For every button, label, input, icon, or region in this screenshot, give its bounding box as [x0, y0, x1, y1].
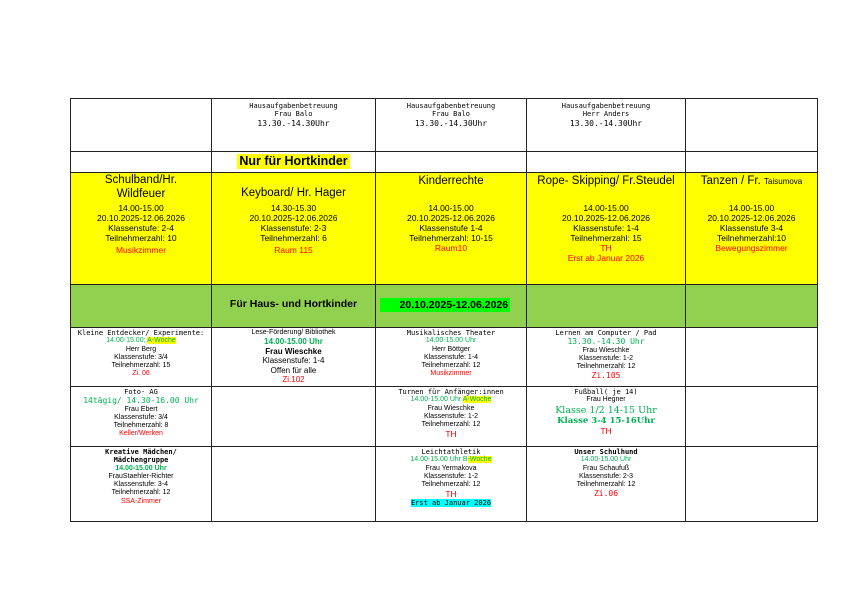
activity-time-line: 14.00-15.00; A-Woche [106, 337, 176, 345]
activities-row-1 [71, 328, 818, 387]
week-badge: -Woche [467, 456, 492, 464]
activity-cell [376, 173, 527, 285]
activity-room: Raum10 [434, 242, 468, 253]
activity-participants: Teilnehmerzahl: 12 [421, 481, 481, 488]
homework-row [71, 99, 818, 152]
activity-participants: Teilnehmerzahl: 10-15 [409, 232, 493, 243]
empty-cell [212, 447, 376, 522]
activity-participants: Teilnehmerzahl: 12 [421, 421, 481, 428]
activity-dates: 20.10.2025-12.06.2026 [249, 212, 338, 223]
activity-room: SSA-Zimmer [120, 497, 162, 505]
activity-title: Tanzen / Fr. Taisumova [700, 175, 803, 187]
activity-time: 14.00-15.00 Uhr [115, 464, 167, 472]
both-dates: 20.10.2025-12.06.2026 [380, 298, 510, 312]
activity-person: Frau Hegner [586, 396, 626, 404]
activity-title: Unser Schulhund [574, 448, 638, 456]
homework-time: 13.30.-14.30Uhr [569, 118, 643, 128]
activity-time: 14.00-15.00 [118, 203, 164, 214]
activity-room: TH [445, 489, 457, 500]
activity-note: Erst ab Januar 2026 [410, 499, 492, 508]
activity-cell [376, 328, 527, 387]
activity-grade: Klassenstufe: 2-3 [260, 222, 327, 233]
empty-cell [376, 152, 527, 173]
activity-cell [527, 447, 686, 522]
activity-title: Lernen am Computer / Pad [555, 329, 657, 337]
activity-person: FrauStaehler-Richter [108, 472, 174, 480]
activity-grade: Klassenstufe 3-4 [719, 222, 784, 233]
activity-time: 14.00-15.00 Uhr [580, 456, 632, 464]
both-dates-cell [376, 285, 527, 328]
activity-cell [71, 328, 212, 387]
empty-cell [527, 285, 686, 328]
activity-participants: Teilnehmerzahl: 12 [421, 362, 481, 369]
hort-label-cell [212, 152, 376, 173]
activity-time: 14tägig/ 14.30-16.00 Uhr [83, 396, 199, 406]
activity-title: Musikalisches Theater [406, 329, 496, 337]
activity-title: Kreative Mädchen/ [105, 448, 177, 456]
homework-person: Herr Anders [582, 110, 630, 119]
activity-person: Frau Ebert [124, 405, 158, 413]
activity-title: Kinderrechte [418, 175, 484, 187]
homework-time: 13.30.-14.30Uhr [257, 118, 330, 128]
activity-title: Fußball( je 14) [574, 388, 638, 396]
activity-person: Frau Wieschke [582, 346, 630, 354]
activity-cell [376, 447, 527, 522]
homework-cell [376, 99, 527, 152]
activity-participants: Teilnehmerzahl: 10 [105, 233, 177, 244]
activity-person: Herr Böttger [431, 345, 471, 353]
activity-participants: Teilnehmerzahl: 6 [260, 232, 327, 243]
activity-grade: Klassenstufe: 3/4 [114, 413, 168, 421]
activity-title: Turnen für Anfänger:innen [398, 388, 504, 396]
activity-room: Raum 115 [274, 244, 313, 255]
empty-cell [686, 387, 818, 447]
activity-participants: Teilnehmerzahl: 15 [570, 232, 642, 243]
activity-grade: Klassenstufe: 1-2 [423, 412, 479, 420]
empty-cell [686, 99, 818, 152]
activity-person: Herr Berg [125, 345, 157, 353]
activity-grade: Klassenstufe: 1-4 [262, 356, 325, 366]
activity-title: Schulband/Hr. [104, 174, 178, 186]
activity-participants: Teilnehmerzahl: 12 [576, 363, 636, 371]
activity-room: TH [445, 429, 457, 440]
activity-title: Wildfeuer [116, 187, 166, 200]
activity-title: Rope- Skipping/ Fr.Steudel [537, 175, 675, 187]
activity-title-name: Taisumova [764, 177, 803, 186]
activity-title: Keyboard/ Hr. Hager [241, 187, 346, 199]
empty-cell [71, 285, 212, 328]
activity-room: Bewegungszimmer [715, 242, 788, 253]
activity-dates: 20.10.2025-12.06.2026 [707, 212, 796, 223]
homework-time: 13.30.-14.30Uhr [414, 118, 488, 128]
activity-room: Zi. 06 [132, 370, 150, 378]
homework-cell [212, 99, 376, 152]
activity-person: Frau Wieschke [265, 346, 322, 356]
both-label-cell [212, 285, 376, 328]
activity-participants: Teilnehmerzahl: 15 [111, 362, 171, 369]
activity-title: Kleine Entdecker/ Experimente: [77, 329, 205, 337]
hort-only-label: Nur für Hortkinder [239, 154, 348, 168]
week-badge: A-Woche [147, 337, 176, 345]
activity-room: Musikzimmer [430, 370, 472, 378]
activity-cell [527, 328, 686, 387]
activity-schedule-line-2: Klasse 3-4 15-16Uhr [557, 415, 655, 426]
hort-activities-row [71, 173, 818, 285]
activity-cell [527, 173, 686, 285]
activity-participants: Teilnehmerzahl: 12 [576, 481, 636, 488]
empty-cell [71, 99, 212, 152]
homework-person: Frau Balo [274, 110, 313, 119]
empty-cell [212, 387, 376, 447]
activity-room: TH [600, 425, 612, 436]
both-label-row [71, 285, 818, 328]
empty-cell [686, 447, 818, 522]
activity-time: 14.00-15.00 [728, 202, 775, 213]
activity-note: Erst ab Januar 2026 [567, 252, 645, 263]
activity-person: Frau Schaufuß [582, 464, 630, 472]
activity-grade: Klassenstufe: 2-3 [578, 472, 634, 480]
homework-cell [527, 99, 686, 152]
empty-cell [686, 152, 818, 173]
activity-grade: Klassenstufe: 3/4 [114, 353, 168, 361]
activities-row-2 [71, 387, 818, 447]
activity-dates: 20.10.2025-12.06.2026 [407, 212, 495, 223]
activity-time: 14.00-15.00 Uhr [425, 337, 477, 345]
activity-grade: Klassenstufe: 1-2 [423, 472, 479, 480]
activity-grade: Klassenstufe: 1-2 [578, 354, 634, 362]
empty-cell [71, 152, 212, 173]
activity-room: Zi.06 [593, 489, 619, 499]
activity-time: 14.00-15.00 [583, 202, 629, 213]
activity-dates: 20.10.2025-12.06.2026 [97, 213, 185, 224]
activity-cell [71, 387, 212, 447]
activity-time-line: 14.00-15.00 Uhr B-Woche [410, 456, 492, 464]
activity-cell [71, 447, 212, 522]
activity-room: Zi.105 [591, 371, 621, 381]
activity-cell [376, 387, 527, 447]
homework-title: Hausaufgabenbetreuung [406, 102, 496, 110]
timetable [70, 98, 818, 522]
activity-cell [212, 173, 376, 285]
empty-cell [686, 285, 818, 328]
activity-grade: Klassenstufe: 2-4 [108, 223, 174, 234]
activity-time: 14.30-15.30 [270, 202, 317, 213]
activity-time: 14.00-15.00 Uhr [264, 337, 323, 347]
activity-grade: Klassenstufe: 1-4 [573, 222, 639, 233]
activity-room: Musikzimmer [115, 245, 167, 256]
hort-label-row [71, 152, 818, 173]
activities-row-3 [71, 447, 818, 522]
activity-dates: 20.10.2025-12.06.2026 [562, 212, 650, 223]
week-badge: A-Woche [462, 396, 492, 404]
both-label: Für Haus- und Hortkinder [229, 298, 358, 310]
activity-schedule-line-1: Klasse 1/2 14-15 Uhr [555, 404, 657, 416]
activity-person: Frau Wieschke [427, 404, 475, 412]
activity-title: Foto- AG [124, 388, 158, 396]
activity-grade: Klassenstufe 1-4 [419, 222, 483, 233]
activity-cell [71, 173, 212, 285]
activity-extra: Offen für alle [270, 365, 317, 375]
activity-cell [212, 328, 376, 387]
homework-person: Frau Balo [432, 110, 470, 119]
activity-grade: Klassenstufe: 3-4 [113, 481, 169, 488]
homework-title: Hausaufgabenbetreuung [561, 102, 651, 110]
activity-room: Zi.102 [282, 375, 305, 384]
activity-time-line: 14.00-15.00 Uhr A-Woche [410, 396, 492, 404]
empty-cell [686, 328, 818, 387]
activity-title: Leichtathletik [421, 448, 481, 456]
activity-person: Frau Yermakova [425, 464, 477, 472]
activity-cell [527, 387, 686, 447]
activity-time: 14.00-15.00 [428, 202, 474, 213]
activity-room: Keller/Werken [119, 430, 163, 438]
activity-grade: Klassenstufe: 1-4 [423, 353, 479, 361]
activity-cell [686, 173, 818, 285]
activity-participants: Teilnehmerzahl:10 [717, 232, 786, 243]
activity-title: Mädchengruppe [113, 456, 169, 465]
homework-title: Hausaufgabenbetreuung [249, 102, 338, 110]
activity-title: Lese-Förderung/ Bibliothek [251, 329, 336, 336]
empty-cell [527, 152, 686, 173]
activity-room: TH [600, 242, 612, 253]
activity-participants: Teilnehmerzahl: 8 [113, 422, 169, 430]
activity-time: 13.30.-14.30 Uhr [567, 337, 645, 347]
activity-participants: Teilnehmerzahl: 12 [111, 489, 171, 497]
